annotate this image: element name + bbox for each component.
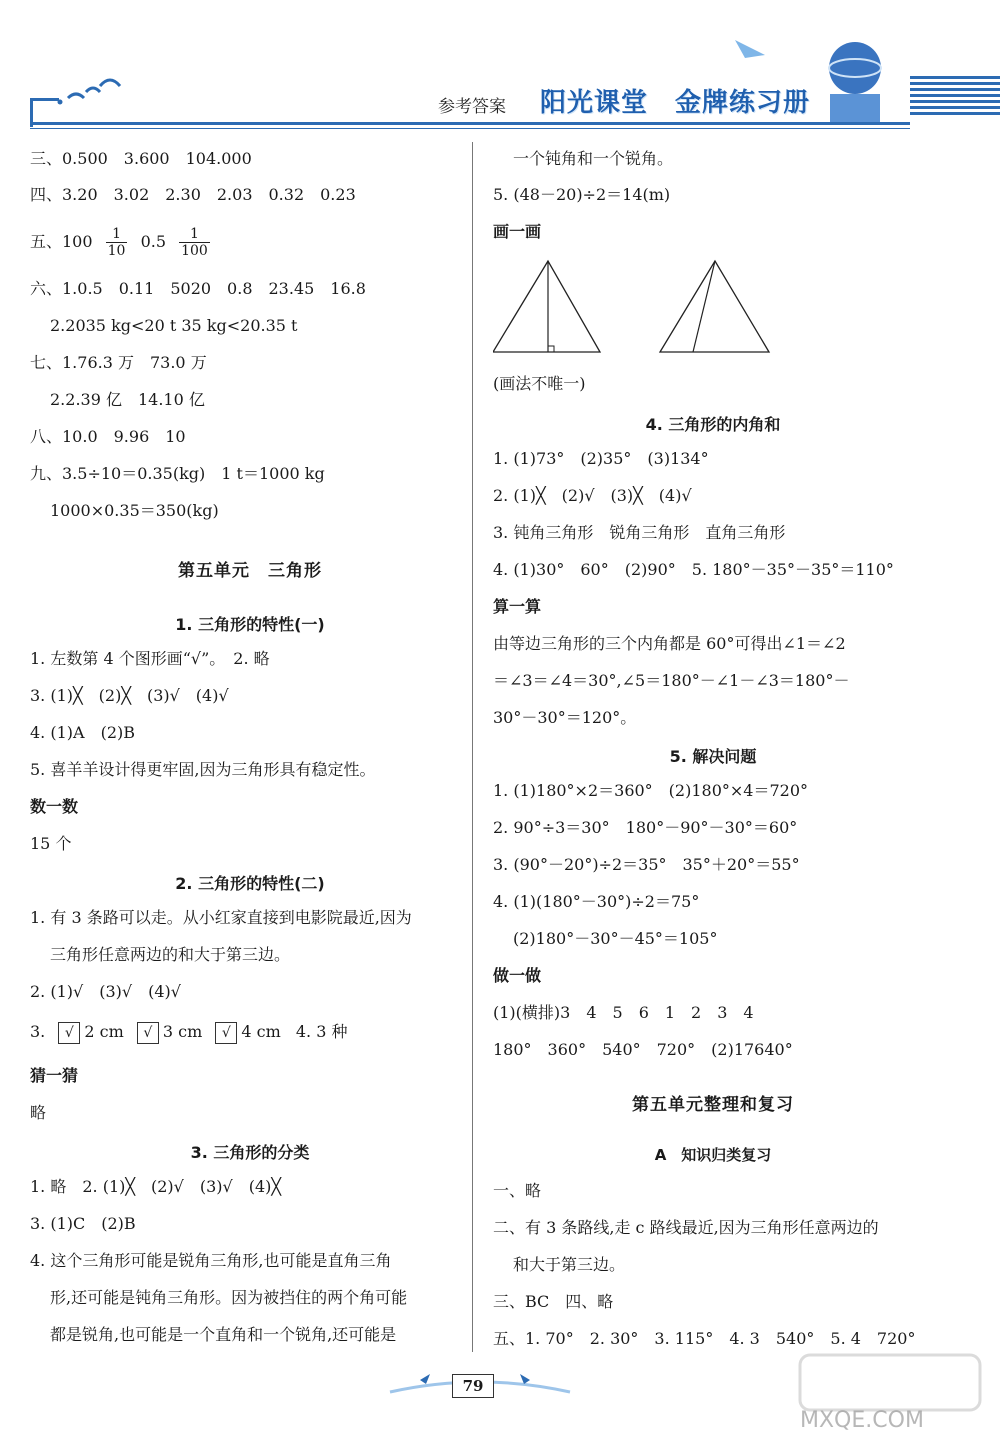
answer-line: 九、3.5÷10＝0.35(kg) 1 t＝1000 kg bbox=[30, 464, 325, 483]
answer-line: 二、有 3 条路线,走 c 路线最近,因为三角形任意两边的 bbox=[493, 1218, 879, 1237]
page-number: 79 bbox=[452, 1374, 494, 1398]
text-segment: 4 cm bbox=[241, 1022, 281, 1041]
answer-line: 三角形任意两边的和大于第三边。 bbox=[50, 945, 291, 964]
text-segment: 3 cm bbox=[162, 1022, 203, 1041]
answer-line: 和大于第三边。 bbox=[513, 1255, 626, 1274]
text-segment: 4. 3 种 bbox=[295, 1022, 348, 1041]
sub-heading: 猜一猜 bbox=[30, 1066, 79, 1085]
fraction bbox=[179, 226, 210, 259]
answer-line: 五、1. 70° 2. 30° 3. 115° 4. 3 540° 5. 4 720° bbox=[493, 1329, 916, 1348]
answer-line: 1000×0.35＝350(kg) bbox=[50, 501, 219, 520]
answer-line: 4. 这个三角形可能是锐角三角形,也可能是直角三角 bbox=[30, 1251, 392, 1270]
section-title: 2. 三角形的特性(二) bbox=[175, 874, 325, 893]
answer-line: 2.2.39 亿 14.10 亿 bbox=[50, 390, 205, 409]
answer-line: 1. (1)180°×2＝360° (2)180°×4＝720° bbox=[493, 781, 809, 800]
answer-line: 5. 喜羊羊设计得更牢固,因为三角形具有稳定性。 bbox=[30, 760, 376, 779]
denominator: 100 bbox=[181, 243, 208, 259]
answer-line: 4. (1)(180°－30°)÷2＝75° bbox=[493, 892, 700, 911]
answer-line: 3. (90°－20°)÷2＝35° 35°＋20°＝55° bbox=[493, 855, 800, 874]
globe-icon bbox=[810, 30, 900, 130]
numerator: 1 bbox=[179, 226, 210, 243]
answer-line: 2.2035 kg<20 t 35 kg<20.35 t bbox=[50, 316, 298, 335]
page-header bbox=[0, 0, 1000, 140]
checked-box: √ bbox=[215, 1022, 237, 1044]
answer-line: 都是锐角,也可能是一个直角和一个锐角,还可能是 bbox=[50, 1325, 397, 1344]
answer-line: 30°－30°＝120°。 bbox=[493, 708, 637, 727]
header-stripes bbox=[910, 76, 1000, 126]
answer-line: 由等边三角形的三个内角都是 60°可得出∠1＝∠2 bbox=[493, 634, 846, 653]
sub-heading: 数一数 bbox=[30, 797, 79, 816]
triangle-with-height-icon bbox=[493, 261, 600, 352]
answer-line: 三、0.500 3.600 104.000 bbox=[30, 149, 252, 168]
answer-line-checkboxes bbox=[30, 1021, 347, 1044]
answer-line: 1. 有 3 条路可以走。从小红家直接到电影院最近,因为 bbox=[30, 908, 412, 927]
answer-line: 2. (1)╳ (2)√ (3)╳ (4)√ bbox=[493, 486, 692, 505]
triangle-with-median-icon bbox=[660, 261, 769, 352]
denominator: 10 bbox=[107, 243, 126, 259]
answer-line: 一个钝角和一个锐角。 bbox=[513, 149, 674, 168]
answer-line: 3. 钝角三角形 锐角三角形 直角三角形 bbox=[493, 523, 786, 542]
header-title: 阳光课堂 金牌练习册 bbox=[540, 88, 811, 118]
answer-line: 3. (1)╳ (2)╳ (3)√ (4)√ bbox=[30, 686, 229, 705]
section-title: 1. 三角形的特性(一) bbox=[175, 615, 325, 634]
answer-line: 4. (1)30° 60° (2)90° 5. 180°－35°－35°＝110° bbox=[493, 560, 894, 579]
answer-line: 六、1.0.5 0.11 5020 0.8 23.45 16.8 bbox=[30, 279, 366, 298]
answer-line: 形,还可能是钝角三角形。因为被挡住的两个角可能 bbox=[50, 1288, 408, 1307]
answer-line: 八、10.0 9.96 10 bbox=[30, 427, 186, 446]
checked-box: √ bbox=[58, 1022, 80, 1044]
section-title: 4. 三角形的内角和 bbox=[645, 415, 781, 434]
sub-heading: 做一做 bbox=[493, 966, 542, 985]
text-segment: 0.5 bbox=[140, 232, 167, 251]
header-subtitle: 参考答案 bbox=[438, 97, 506, 117]
sub-heading: 画一画 bbox=[493, 222, 542, 241]
watermark-text: MXQE.COM bbox=[800, 1408, 924, 1433]
answer-line: 15 个 bbox=[30, 834, 72, 853]
sub-heading: 算一算 bbox=[493, 597, 542, 616]
answer-line: 一、略 bbox=[493, 1181, 542, 1200]
answer-line: (画法不唯一) bbox=[493, 374, 586, 393]
answer-line: 1. 左数第 4 个图形画“√”。 2. 略 bbox=[30, 649, 270, 668]
triangle-drawings bbox=[493, 256, 933, 366]
review-title: 第五单元整理和复习 bbox=[632, 1095, 794, 1115]
answer-line: 180° 360° 540° 720° (2)17640° bbox=[493, 1040, 793, 1059]
fraction bbox=[106, 226, 128, 259]
answer-line: 三、BC 四、略 bbox=[493, 1292, 614, 1311]
text-segment: 五、100 bbox=[30, 232, 93, 251]
numerator: 1 bbox=[106, 226, 128, 243]
header-rule-thin bbox=[30, 128, 910, 129]
answer-line: (1)(横排)3 4 5 6 1 2 3 4 bbox=[493, 1003, 754, 1022]
answer-line: 5. (48－20)÷2＝14(m) bbox=[493, 185, 671, 204]
answer-line: (2)180°－30°－45°＝105° bbox=[513, 929, 718, 948]
answer-line: 2. (1)√ (3)√ (4)√ bbox=[30, 982, 181, 1001]
answer-line: 四、3.20 3.02 2.30 2.03 0.32 0.23 bbox=[30, 185, 356, 204]
unit-title: 第五单元 三角形 bbox=[178, 561, 322, 581]
answer-line: 3. (1)C (2)B bbox=[30, 1214, 136, 1233]
checked-box: √ bbox=[137, 1022, 159, 1044]
text-segment: 2 cm bbox=[84, 1022, 124, 1041]
review-subtitle: A 知识归类复习 bbox=[654, 1146, 772, 1164]
answer-line: 2. 90°÷3＝30° 180°－90°－30°＝60° bbox=[493, 818, 798, 837]
answer-line-fractions bbox=[30, 226, 218, 259]
answer-line: 略 bbox=[30, 1103, 47, 1122]
answer-line: 1. 略 2. (1)╳ (2)√ (3)√ (4)╳ bbox=[30, 1177, 282, 1196]
answer-line: 4. (1)A (2)B bbox=[30, 723, 135, 742]
section-title: 5. 解决问题 bbox=[669, 747, 757, 766]
section-title: 3. 三角形的分类 bbox=[190, 1143, 310, 1162]
column-divider bbox=[472, 142, 473, 1352]
answer-line: ＝∠3＝∠4＝30°,∠5＝180°－∠1－∠3＝180°－ bbox=[493, 671, 850, 690]
text-segment: 3. bbox=[30, 1022, 46, 1041]
header-rule bbox=[30, 122, 910, 125]
answer-line: 1. (1)73° (2)35° (3)134° bbox=[493, 449, 709, 468]
answer-line: 七、1.76.3 万 73.0 万 bbox=[30, 353, 207, 372]
